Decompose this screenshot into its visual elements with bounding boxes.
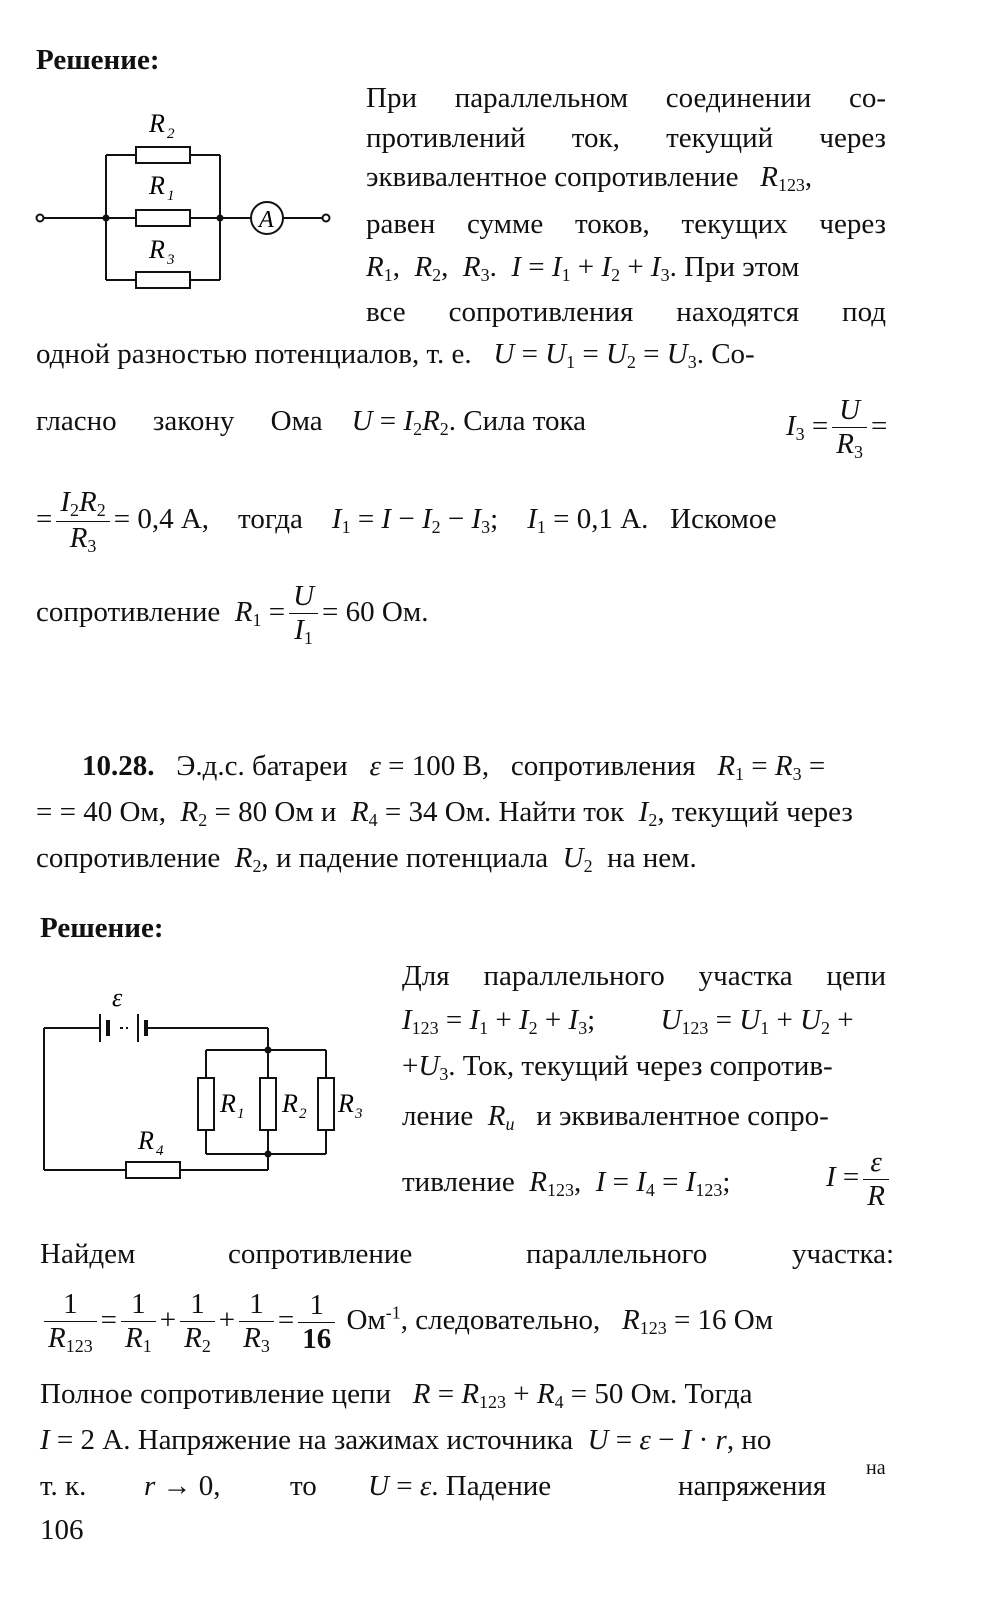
problem-line-3: сопротивление $R_2$, и падение потенциала $U_2$ на нем. — [36, 842, 697, 877]
block2-line-10-word-5: на — [866, 1457, 886, 1479]
textbook-page: Решение: R 2 R 1 R 3 A При параллельном соединении со- противлений ток, текущий через эквивалентное сопротивление $R_{123}$, равен сумме токов, текущих через $R_1$, $R_2$, $R_3$. $I = I_1 + I_2 + I_3$. При этом все сопротивления находятся под одной разностью потенциалов, т. е. $U = U_1 = U_2 = U_3$. Со- гласно закону Ома $U = I_2R_2$. Сила тока $I_3$ = $\frac{U}{R_3}$ = = $\frac{I_2R_2}{R_3}$ = 0,4 А, тогда $I_1 = I - I_2 - I_3$; $I_1 = 0,1$ А. Искомое сопротивление $R_1$ = $\frac{U}{I_1}$ = 60 Ом. 10.28. Э.д.с. батареи ε = 100 В, сопротивления $R_1 = R_3$ = = = 40 Ом, $R_2 = 80$ Ом и $R_4 = 34$ Ом. Найти ток $I_2$, текущий через сопротивление $R_2$, и падение потенциала $U_2$ на нем. Решение: ε R 1 R 2 R 3 R 4 Для параллельного участка цепи $I_{123} = I_1 + I_2 + I_3$; $U_{123} = U_1 + U_2$ + $+U_3$. Ток, текущий через сопротив- ление $R_и$ и эквивалентное сопро- тивление $R_{123}$, $I = I_4 = I_{123}$; I = $\frac{\varepsilon}{R}$ Найдем сопротивление параллельного участка: $\frac{1}{R_{123}}$ = $\frac{1}{R_1}$ + $\frac{1}{R_2}$ + $\frac{1}{R_3}$ = $\frac{1}{16}$ $Ом^{-1}$, следовательно, $R_{123} = 16$ Ом Полное сопротивление цепи $R = R_{123} + R_4 = 50$ Ом. Тогда I = 2 А. Напряжение на зажимах источника U = ε − I · r, но т. к. r → 0, то U = ε. Падение напряжения на 106 — [0, 0, 982, 1612]
block1-line-10-result: = 60 Ом. — [322, 596, 429, 629]
block2-line-7-unit: Ом — [346, 1304, 386, 1337]
problem-line-2-end: , текущий через — [657, 796, 853, 828]
svg-text:R: R — [282, 1089, 298, 1118]
problem-line-3-text: сопротивление — [36, 842, 221, 874]
block1-line-10: сопротивление $R_1$ = $\frac{U}{I_1}$ = 60 Ом. — [36, 580, 429, 649]
block2-line-4-end: и эквивалентное сопро- — [536, 1100, 829, 1132]
block2-line-3: $+U_3$. Ток, текущий через сопротив- — [402, 1050, 833, 1085]
svg-text:R: R — [149, 171, 165, 200]
block2-line-10-word-4: напряжения — [678, 1470, 827, 1502]
block1-line-10-text: сопротивление — [36, 596, 221, 629]
block2-line-8-end: = 50 Ом. Тогда — [570, 1378, 753, 1410]
block1-line-9-value: = 0,4 А, — [113, 503, 210, 536]
problem-r1-value: = 40 Ом, — [59, 796, 167, 828]
problem-line-1: 10.28. Э.д.с. батареи ε = 100 В, сопротивления $R_1 = R_3$ = — [82, 750, 826, 785]
problem-line-2: = = 40 Ом, $R_2 = 80$ Ом и $R_4 = 34$ Ом. Найти ток $I_2$, текущий через — [36, 796, 853, 831]
block2-line-9-end: , но — [726, 1424, 772, 1456]
block2-line-8: Полное сопротивление цепи $R = R_{123} + R_4 = 50$ Ом. Тогда — [40, 1378, 753, 1413]
block1-line-8-text: . Сила тока — [448, 405, 587, 437]
block1-line-3: эквивалентное сопротивление $R_{123}$, — [366, 161, 813, 196]
block1-line-7-text: одной разностью потенциалов, т. е. — [36, 338, 472, 370]
block2-line-5: тивление $R_{123}$, $I = I_4 = I_{123}$; — [402, 1166, 738, 1201]
svg-text:R: R — [149, 109, 165, 138]
block2-line-4-text: ление — [402, 1100, 474, 1132]
svg-text:R: R — [338, 1089, 354, 1118]
block2-line-7-text: , следовательно, — [400, 1304, 601, 1337]
problem-number: 10.28. — [82, 750, 155, 782]
block1-line-8-word-3: Ома — [270, 405, 323, 437]
svg-text:R: R — [138, 1126, 154, 1155]
block1-line-4: равен сумме токов, текущих через — [366, 208, 886, 240]
block1-line-2: противлений ток, текущий через — [366, 122, 886, 154]
block2-line-6-word-1: Найдем — [40, 1238, 136, 1270]
block2-line-6-word-2: сопротивление — [228, 1238, 413, 1270]
block1-line-5-text: . При этом — [669, 251, 800, 283]
block1-line-9-last: Искомое — [670, 503, 777, 536]
problem-emf-value: = 100 В, — [388, 750, 490, 782]
block1-line-9: = $\frac{I_2R_2}{R_3}$ = 0,4 А, тогда $I_1 = I - I_2 - I_3$; $I_1 = 0,1$ А. Искомое — [36, 486, 777, 557]
block2-line-3-text: . Ток, текущий через сопротив- — [448, 1050, 833, 1082]
circuit-diagram-1 — [30, 100, 350, 300]
svg-text:R: R — [220, 1089, 236, 1118]
block2-line-9: I = 2 А. Напряжение на зажимах источника U = ε − I · r, но — [40, 1424, 772, 1456]
block2-line-10-word-1: т. к. — [40, 1470, 87, 1502]
block2-line-4: ление $R_и$ и эквивалентное сопро- — [402, 1100, 829, 1135]
block1-line-9-result: = 0,1 А. — [553, 503, 649, 536]
problem-r2-value: = 80 Ом и — [214, 796, 337, 828]
svg-text:3: 3 — [355, 1106, 363, 1122]
solution-heading-1: Решение: — [36, 44, 160, 76]
svg-text:4: 4 — [156, 1143, 164, 1159]
block1-line-9-word: тогда — [238, 503, 303, 536]
block2-line-10-word-2: то — [290, 1470, 317, 1502]
block2-line-10-word-3: . Падение — [431, 1470, 552, 1502]
block1-current-formula: $I_3$ = $\frac{U}{R_3}$ = — [786, 394, 888, 463]
block1-line-7: одной разностью потенциалов, т. е. $U = U_1 = U_2 = U_3$. Со- — [36, 338, 755, 373]
block1-line-8: гласно закону Ома $U = I_2R_2$. Сила тока — [36, 405, 587, 440]
block2-line-7-result: = 16 Ом — [673, 1304, 774, 1337]
svg-text:2: 2 — [299, 1106, 307, 1122]
svg-text:1: 1 — [167, 188, 175, 204]
svg-text:R: R — [149, 235, 165, 264]
block1-line-7-end: . Со- — [696, 338, 755, 370]
block2-line-6-word-4: участка: — [792, 1238, 895, 1270]
block2-line-7: $\frac{1}{R_{123}}$ = $\frac{1}{R_1}$ + $\frac{1}{R_2}$ + $\frac{1}{R_3}$ = $\frac{1}{16}$ $Ом^{-1}$, следовательно, $R_{123} = 16$ Ом — [40, 1290, 773, 1355]
block1-line-8-word-1: гласно — [36, 405, 117, 437]
block1-line-1: При параллельном соединении со- — [366, 82, 886, 114]
svg-text:2: 2 — [167, 126, 175, 142]
svg-text:1: 1 — [237, 1106, 245, 1122]
problem-r4-value: = 34 Ом. Найти ток — [384, 796, 625, 828]
block2-line-8-text: Полное сопротивление цепи — [40, 1378, 391, 1410]
block2-line-1: Для параллельного участка цепи — [402, 960, 886, 992]
problem-line-1-text: Э.д.с. батареи — [176, 750, 348, 782]
block1-line-5: $R_1$, $R_2$, $R_3$. $I = I_1 + I_2 + I_3$. При этом — [366, 251, 800, 286]
problem-line-1-word: сопротивления — [510, 750, 696, 782]
block1-line-9-sep: ; — [490, 503, 499, 536]
solution-heading-2: Решение: — [40, 912, 164, 944]
block2-line-2: $I_{123} = I_1 + I_2 + I_3$; $U_{123} = U_1 + U_2$ + — [402, 1004, 854, 1039]
block1-line-8-word-2: закону — [152, 405, 235, 437]
problem-line-3-end: на нем. — [607, 842, 697, 874]
svg-text:A: A — [259, 207, 274, 233]
block1-line-3-text: эквивалентное сопротивление — [366, 161, 739, 193]
block1-line-6: все сопротивления находятся под — [366, 296, 886, 328]
page-number: 106 — [40, 1514, 84, 1546]
svg-text:3: 3 — [167, 252, 175, 268]
problem-line-3-mid: , и падение потенциала — [261, 842, 549, 874]
block2-current-formula: I = $\frac{\varepsilon}{R}$ — [826, 1148, 893, 1211]
block2-line-9-text: = 2 А. Напряжение на зажимах источника — [56, 1424, 574, 1456]
block2-line-5-text: тивление — [402, 1166, 515, 1198]
block2-line-6-word-3: параллельного — [526, 1238, 708, 1270]
circuit-diagram-2 — [36, 984, 384, 1184]
svg-text:ε: ε — [112, 984, 123, 1012]
